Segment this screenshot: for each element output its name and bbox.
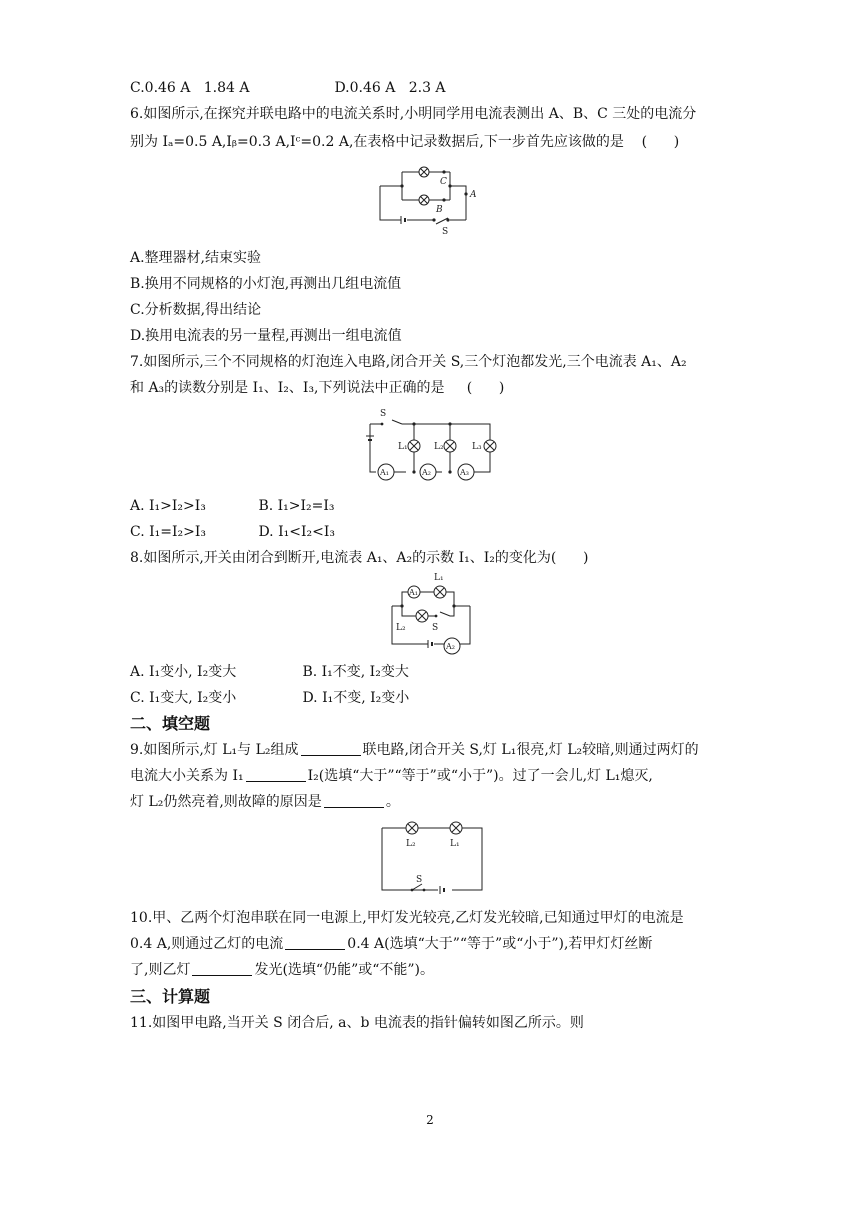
q9-line1	[130, 740, 699, 760]
q9-text-1b: 联电路,闭合开关 S,灯 L₁很亮,灯 L₂较暗,则通过两灯的	[362, 742, 699, 758]
q9-fig-label-s: S	[416, 875, 423, 885]
q6-fig-label-c: C	[440, 177, 447, 187]
q5-option-c: C.0.46 A 1.84 A	[130, 80, 250, 96]
q9-text-1a: 9.如图所示,灯 L₁与 L₂组成	[130, 742, 299, 758]
q7-circuit-figure	[362, 406, 498, 484]
q6-stem-line2: 别为 Iₐ=0.5 A,Iᵦ=0.3 A,Iᶜ=0.2 A,在表格中记录数据后,下一步首先应该做的是 ( )	[130, 134, 680, 150]
q7-option-d: D. I₁<I₂<I₃	[258, 524, 335, 540]
q8-stem: 8.如图所示,开关由闭合到断开,电流表 A₁、A₂的示数 I₁、I₂的变化为( )	[130, 550, 589, 566]
q9-text-2b: I₂(选填“大于”“等于”或“小于”)。过了一会儿,灯 L₁熄灭,	[307, 768, 653, 784]
q10-text-2a: 0.4 A,则通过乙灯的电流	[130, 936, 284, 952]
q9-text-3a: 灯 L₂仍然亮着,则故障的原因是	[130, 794, 322, 810]
q5-options	[130, 78, 446, 98]
q7-fig-label-l1: L₁	[398, 442, 408, 452]
page-number: 2	[426, 1113, 434, 1127]
q7-option-b: B. I₁>I₂=I₃	[258, 498, 335, 514]
q8-options-row2	[130, 688, 409, 708]
q7-fig-label-s: S	[380, 409, 387, 419]
q6-option-c: C.分析数据,得出结论	[130, 302, 262, 318]
q10-line2	[130, 934, 652, 954]
q8-fig-label-s: S	[432, 623, 439, 633]
q10-text-3a: 了,则乙灯	[130, 962, 191, 978]
q8-fig-label-a2: A₂	[446, 642, 455, 651]
q7-fig-label-l3: L₃	[472, 442, 482, 452]
q10-blank-2	[192, 961, 252, 976]
q7-option-c: C. I₁=I₂>I₃	[130, 524, 207, 540]
q6-circuit-figure	[376, 162, 486, 238]
section-heading-fill-in: 二、填空题	[130, 714, 211, 733]
q10-line3	[130, 960, 434, 980]
q11-stem: 11.如图甲电路,当开关 S 闭合后, a、b 电流表的指针偏转如图乙所示。则	[130, 1015, 584, 1031]
q9-line3	[130, 792, 400, 812]
q9-text-2a: 电流大小关系为 I₁	[130, 768, 244, 784]
q9-blank-2	[246, 767, 306, 782]
q8-fig-label-a1: A₁	[409, 588, 418, 597]
q6-option-b: B.换用不同规格的小灯泡,再测出几组电流值	[130, 276, 402, 292]
q10-line1: 10.甲、乙两个灯泡串联在同一电源上,甲灯发光较亮,乙灯发光较暗,已知通过甲灯的电流是	[130, 910, 684, 926]
q7-stem-line2: 和 A₃的读数分别是 I₁、I₂、I₃,下列说法中正确的是 ( )	[130, 380, 505, 396]
q9-blank-3	[324, 793, 384, 808]
q9-circuit-figure	[378, 818, 486, 896]
q8-fig-label-l2: L₂	[396, 623, 406, 633]
q6-fig-label-b: B	[436, 205, 443, 215]
q7-stem-line1: 7.如图所示,三个不同规格的灯泡连入电路,闭合开关 S,三个灯泡都发光,三个电流表 A₁、A₂	[130, 354, 687, 370]
q7-options-row1	[130, 496, 335, 516]
q7-fig-label-a1: A₁	[380, 468, 389, 477]
q9-fig-label-l1: L₁	[450, 839, 460, 849]
q8-option-c: C. I₁变大, I₂变小	[130, 690, 237, 706]
q8-circuit-figure	[380, 572, 490, 660]
q9-text-3b: 。	[385, 794, 400, 810]
q7-fig-label-a2: A₂	[422, 468, 431, 477]
q7-fig-label-a3: A₃	[460, 468, 469, 477]
q8-option-b: B. I₁不变, I₂变大	[302, 664, 409, 680]
q10-text-3b: 发光(选填“仍能”或“不能”)。	[254, 962, 435, 978]
section-heading-calculation: 三、计算题	[130, 987, 211, 1006]
q9-fig-label-l2: L₂	[406, 839, 416, 849]
q6-fig-label-s: S	[442, 227, 449, 237]
q8-option-d: D. I₁不变, I₂变小	[302, 690, 410, 706]
q9-blank-1	[301, 741, 361, 756]
q10-blank-1	[285, 935, 345, 950]
q8-fig-label-l1: L₁	[434, 573, 444, 583]
q6-fig-label-a: A	[470, 190, 477, 200]
q6-option-a: A.整理器材,结束实验	[130, 250, 262, 266]
q8-option-a: A. I₁变小, I₂变大	[130, 664, 237, 680]
q7-option-a: A. I₁>I₂>I₃	[130, 498, 206, 514]
q6-stem-line1: 6.如图所示,在探究并联电路中的电流关系时,小明同学用电流表测出 A、B、C 三处的电流分	[130, 106, 697, 122]
q5-option-d: D.0.46 A 2.3 A	[334, 80, 446, 96]
q8-options-row1	[130, 662, 409, 682]
q6-option-d: D.换用电流表的另一量程,再测出一组电流值	[130, 328, 402, 344]
q7-fig-label-l2: L₂	[434, 442, 444, 452]
q10-text-2b: 0.4 A(选填“大于”“等于”或“小于”),若甲灯灯丝断	[347, 936, 653, 952]
q7-options-row2	[130, 522, 335, 542]
q9-line2	[130, 766, 653, 786]
